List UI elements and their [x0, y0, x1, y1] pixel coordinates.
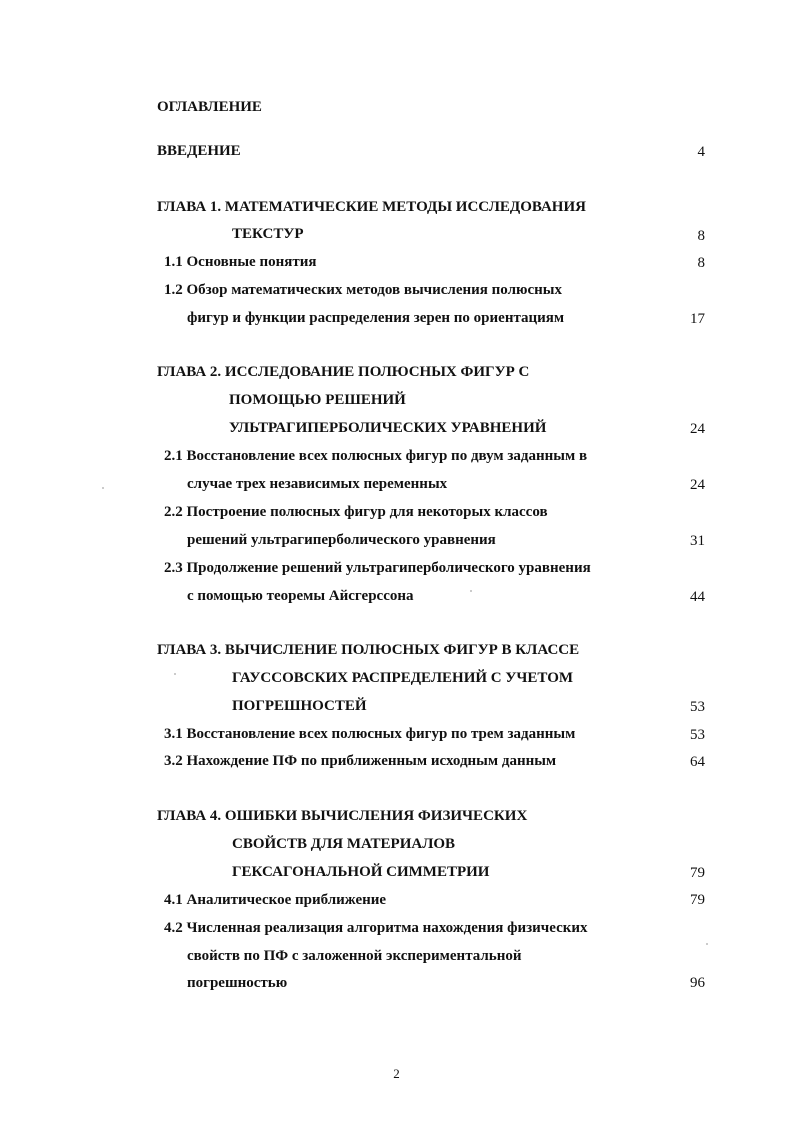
scan-speck [102, 487, 104, 489]
page-number-3-2: 64 [690, 754, 705, 770]
page-number-chapter-3: 53 [690, 699, 705, 715]
toc-title: ОГЛАВЛЕНИЕ [157, 99, 262, 115]
page-number-2-1: 24 [690, 477, 705, 493]
page-number-1-2: 17 [690, 311, 705, 327]
toc-section-2-3-line-1: 2.3 Продолжение решений ультрагиперболического уравнения [164, 560, 591, 576]
toc-section-2-1-line-2: случае трех независимых переменных [187, 476, 448, 492]
scan-speck [470, 590, 472, 592]
toc-entry-intro: ВВЕДЕНИЕ [157, 143, 241, 159]
toc-section-1-1: 1.1 Основные понятия [164, 254, 317, 270]
toc-chapter-2-line-3: УЛЬТРАГИПЕРБОЛИЧЕСКИХ УРАВНЕНИЙ [229, 420, 547, 436]
page-number-chapter-1: 8 [697, 228, 705, 244]
page-number-3-1: 53 [690, 727, 705, 743]
toc-chapter-2-line-1: ГЛАВА 2. ИССЛЕДОВАНИЕ ПОЛЮСНЫХ ФИГУР С [157, 364, 530, 380]
toc-section-4-2-line-2: свойств по ПФ с заложенной экспериментальной [187, 948, 522, 964]
page-number-chapter-4: 79 [690, 865, 705, 881]
toc-section-1-2-line-1: 1.2 Обзор математических методов вычисления полюсных [164, 282, 562, 298]
toc-section-2-2-line-2: решений ультрагиперболического уравнения [187, 532, 496, 548]
toc-section-2-2-line-1: 2.2 Построение полюсных фигур для некоторых классов [164, 504, 548, 520]
toc-section-4-2-line-3: погрешностью [187, 975, 288, 991]
toc-section-3-1: 3.1 Восстановление всех полюсных фигур по трем заданным [164, 726, 576, 742]
page-number-2-2: 31 [690, 533, 705, 549]
toc-chapter-4-line-2: СВОЙСТВ ДЛЯ МАТЕРИАЛОВ [232, 836, 456, 852]
page-footer-number: 2 [393, 1066, 400, 1081]
page-number-chapter-2: 24 [690, 421, 705, 437]
toc-chapter-2-line-2: ПОМОЩЬЮ РЕШЕНИЙ [229, 392, 406, 408]
scan-speck [174, 673, 176, 675]
toc-chapter-1-line-2: ТЕКСТУР [232, 226, 304, 242]
toc-section-4-1: 4.1 Аналитическое приближение [164, 892, 387, 908]
toc-chapter-3-line-2: ГАУССОВСКИХ РАСПРЕДЕЛЕНИЙ С УЧЕТОМ [232, 670, 574, 686]
toc-section-2-3-line-2: с помощью теоремы Айсгерссона [187, 588, 414, 604]
page-number-4-1: 79 [690, 892, 705, 908]
toc-chapter-4-line-1: ГЛАВА 4. ОШИБКИ ВЫЧИСЛЕНИЯ ФИЗИЧЕСКИХ [157, 808, 528, 824]
toc-chapter-3-line-3: ПОГРЕШНОСТЕЙ [232, 698, 367, 714]
page-number-intro: 4 [697, 144, 705, 160]
toc-chapter-3-line-1: ГЛАВА 3. ВЫЧИСЛЕНИЕ ПОЛЮСНЫХ ФИГУР В КЛАССЕ [157, 642, 580, 658]
toc-section-2-1-line-1: 2.1 Восстановление всех полюсных фигур по двум заданным в [164, 448, 588, 464]
toc-section-1-2-line-2: фигур и функции распределения зерен по ориентациям [187, 310, 565, 326]
page-number-1-1: 8 [697, 255, 705, 271]
toc-chapter-1-line-1: ГЛАВА 1. МАТЕМАТИЧЕСКИЕ МЕТОДЫ ИССЛЕДОВАНИЯ [157, 199, 586, 215]
toc-chapter-4-line-3: ГЕКСАГОНАЛЬНОЙ СИММЕТРИИ [232, 864, 490, 880]
toc-section-3-2: 3.2 Нахождение ПФ по приближенным исходным данным [164, 753, 557, 769]
page-number-4-2: 96 [690, 975, 705, 991]
toc-section-4-2-line-1: 4.2 Численная реализация алгоритма нахождения физических [164, 920, 588, 936]
page-number-2-3: 44 [690, 589, 705, 605]
scan-speck [706, 943, 708, 945]
